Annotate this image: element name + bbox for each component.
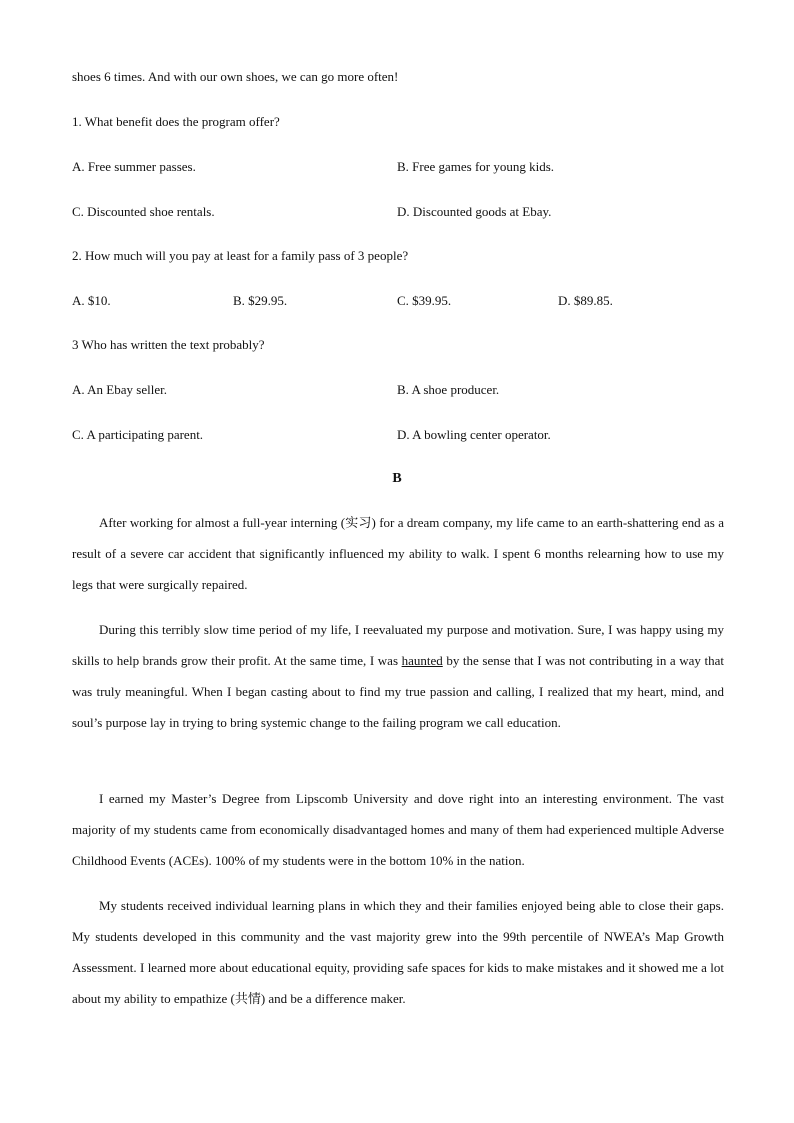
question-2-stem: 2. How much will you pay at least for a family pass of 3 people? (72, 248, 409, 263)
question-2-option-a: A. $10. (72, 293, 111, 308)
question-1-stem: 1. What benefit does the program offer? (72, 114, 280, 129)
question-1-option-c: C. Discounted shoe rentals. (72, 204, 215, 219)
question-1-option-d: D. Discounted goods at Ebay. (397, 204, 552, 219)
question-3-stem: 3 Who has written the text probably? (72, 337, 265, 352)
question-2-option-d: D. $89.85. (558, 293, 613, 308)
question-1-option-b: B. Free games for young kids. (397, 159, 555, 174)
underlined-word: haunted (401, 653, 443, 668)
question-3-option-c: C. A participating parent. (72, 427, 204, 442)
paragraph-1: After working for almost a full-year interning (实习) for a dream company, my life came to an earth-shattering end as a result of a severe car accident that significantly influenced my ability to walk. I spent 6 months relearning how to use my legs that were surgically repaired. (72, 515, 724, 592)
paragraph-2-text-after: by the sense that I was not contributing in a way that was truly meaningful. When I began casting about to find my true passion and calling, I realized that my heart, mind, and soul’s purpose lay in trying to bring systemic change to the failing program we call education. (72, 653, 724, 730)
question-2-option-c: C. $39.95. (397, 293, 452, 308)
question-3-option-a: A. An Ebay seller. (72, 382, 167, 397)
intro-line: shoes 6 times. And with our own shoes, we can go more often! (72, 69, 399, 84)
question-3-option-b: B. A shoe producer. (397, 382, 500, 397)
question-2-option-b: B. $29.95. (233, 293, 288, 308)
question-3-option-d: D. A bowling center operator. (397, 427, 551, 442)
section-title: B (392, 471, 402, 486)
paragraph-3: I earned my Master’s Degree from Lipscomb University and dove right into an interesting environment. The vast majority of my students came from economically disadvantaged homes and many of them had experienced multiple Adverse Childhood Events (ACEs). 100% of my students were in the bottom 10% in the nation. (72, 791, 724, 868)
paragraph-2-text-before: During this terribly slow time period of my life, I reevaluated my purpose and motivation. Sure, I was happy using my skills to help brands grow their profit. At the same time, I was (72, 622, 724, 668)
paragraph-4: My students received individual learning plans in which they and their families enjoyed being able to close their gaps. My students developed in this community and the vast majority grew into the 99th percentile of NWEA’s Map Growth Assessment. I learned more about educational equity, providing safe spaces for kids to make mistakes and it showed me a lot about my ability to empathize (共情) and be a difference maker. (72, 898, 724, 1006)
paragraph-2 (72, 614, 724, 738)
question-1-option-a: A. Free summer passes. (72, 159, 196, 174)
